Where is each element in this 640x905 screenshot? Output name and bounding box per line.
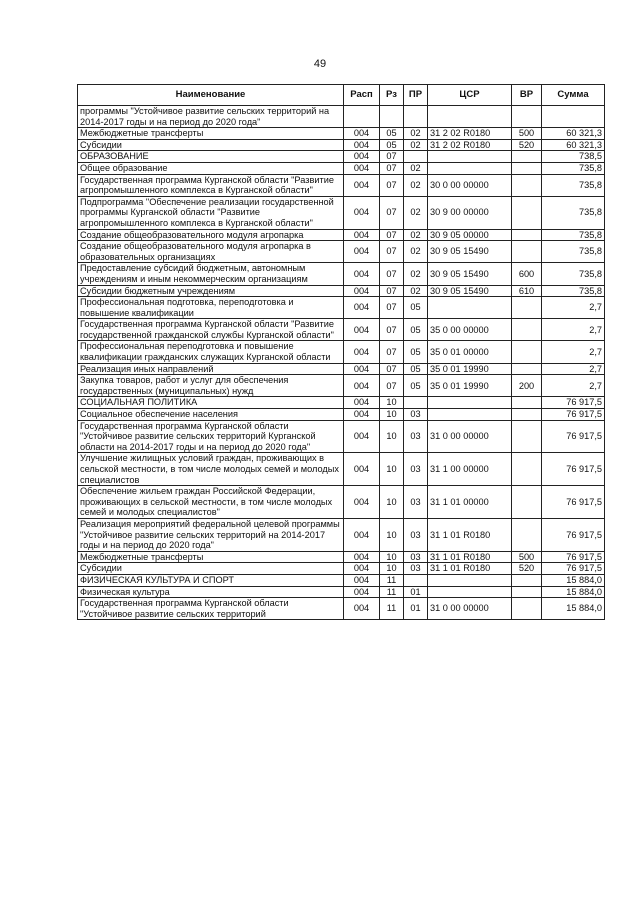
cell-pr: 05 [404, 341, 428, 363]
table-row [78, 162, 605, 174]
cell-rasp: 004 [344, 409, 380, 421]
cell-name: Реализация иных направлений [78, 363, 344, 375]
cell-csr: 35 0 01 19990 [428, 363, 512, 375]
cell-csr: 30 9 05 15490 [428, 241, 512, 263]
cell-pr: 03 [404, 409, 428, 421]
cell-rz: 05 [380, 139, 404, 151]
cell-csr [428, 162, 512, 174]
cell-name: Улучшение жилищных условий граждан, проживающих в сельской местности, в том числе молодых семей и молодых специалистов [78, 453, 344, 486]
cell-vr [512, 598, 542, 620]
cell-rz: 10 [380, 486, 404, 519]
cell-rasp: 004 [344, 128, 380, 140]
table-row [78, 598, 605, 620]
cell-rasp: 004 [344, 518, 380, 551]
cell-csr [428, 409, 512, 421]
cell-sum: 2,7 [542, 297, 605, 319]
header-rasp: Расп [344, 85, 380, 106]
cell-vr: 520 [512, 139, 542, 151]
cell-pr: 03 [404, 563, 428, 575]
cell-vr [512, 162, 542, 174]
cell-csr: 35 0 00 00000 [428, 319, 512, 341]
table-row [78, 297, 605, 319]
cell-sum: 15 884,0 [542, 598, 605, 620]
cell-pr: 02 [404, 128, 428, 140]
cell-rasp: 004 [344, 285, 380, 297]
cell-rz: 07 [380, 285, 404, 297]
cell-rz: 10 [380, 563, 404, 575]
cell-sum [542, 106, 605, 128]
cell-rasp: 004 [344, 598, 380, 620]
cell-rasp: 004 [344, 162, 380, 174]
table-row [78, 363, 605, 375]
cell-vr [512, 518, 542, 551]
cell-pr: 02 [404, 162, 428, 174]
header-name: Наименование [78, 85, 344, 106]
cell-pr: 03 [404, 420, 428, 453]
cell-vr [512, 397, 542, 409]
cell-csr [428, 106, 512, 128]
cell-rasp: 004 [344, 397, 380, 409]
cell-csr: 35 0 01 00000 [428, 341, 512, 363]
cell-rasp: 004 [344, 319, 380, 341]
table-row [78, 551, 605, 563]
cell-vr [512, 241, 542, 263]
cell-name: Создание общеобразовательного модуля агропарка [78, 229, 344, 241]
cell-sum: 60 321,3 [542, 128, 605, 140]
table-row [78, 151, 605, 163]
cell-rasp: 004 [344, 263, 380, 285]
cell-rasp: 004 [344, 563, 380, 575]
cell-vr [512, 319, 542, 341]
cell-csr [428, 574, 512, 586]
cell-name: Социальное обеспечение населения [78, 409, 344, 421]
cell-rz: 07 [380, 297, 404, 319]
cell-pr: 05 [404, 375, 428, 397]
cell-sum: 76 917,5 [542, 486, 605, 519]
cell-rasp: 004 [344, 453, 380, 486]
table-row [78, 453, 605, 486]
cell-sum: 735,8 [542, 229, 605, 241]
cell-name: Общее образование [78, 162, 344, 174]
cell-csr: 31 1 01 R0180 [428, 551, 512, 563]
cell-pr: 05 [404, 363, 428, 375]
cell-rz: 07 [380, 319, 404, 341]
cell-rz: 07 [380, 241, 404, 263]
table-row [78, 397, 605, 409]
cell-csr [428, 397, 512, 409]
cell-pr [404, 151, 428, 163]
cell-rasp [344, 106, 380, 128]
table-header-row [78, 85, 605, 106]
cell-name: Предоставление субсидий бюджетным, автономным учреждениям и иным некоммерческим организациям [78, 263, 344, 285]
table-row [78, 263, 605, 285]
cell-sum: 2,7 [542, 375, 605, 397]
cell-pr: 03 [404, 453, 428, 486]
cell-sum: 15 884,0 [542, 586, 605, 598]
cell-rz: 11 [380, 574, 404, 586]
cell-sum: 76 917,5 [542, 397, 605, 409]
header-vr: ВР [512, 85, 542, 106]
cell-rasp: 004 [344, 551, 380, 563]
cell-csr: 31 0 00 00000 [428, 598, 512, 620]
cell-rz: 11 [380, 586, 404, 598]
cell-rz: 07 [380, 151, 404, 163]
cell-sum: 735,8 [542, 196, 605, 229]
table-row [78, 241, 605, 263]
cell-rasp: 004 [344, 229, 380, 241]
table-row [78, 341, 605, 363]
cell-csr: 30 9 00 00000 [428, 196, 512, 229]
cell-sum: 76 917,5 [542, 551, 605, 563]
table-row [78, 574, 605, 586]
cell-vr [512, 486, 542, 519]
cell-rasp: 004 [344, 341, 380, 363]
cell-vr [512, 363, 542, 375]
cell-pr: 02 [404, 174, 428, 196]
cell-rz: 07 [380, 263, 404, 285]
cell-rz: 07 [380, 375, 404, 397]
cell-rz: 11 [380, 598, 404, 620]
table-row [78, 486, 605, 519]
cell-csr [428, 151, 512, 163]
cell-rz [380, 106, 404, 128]
header-pr: ПР [404, 85, 428, 106]
table-row [78, 375, 605, 397]
cell-pr: 03 [404, 518, 428, 551]
cell-rz: 10 [380, 453, 404, 486]
cell-name: Субсидии [78, 139, 344, 151]
cell-rz: 10 [380, 551, 404, 563]
cell-csr: 31 0 00 00000 [428, 420, 512, 453]
cell-rasp: 004 [344, 196, 380, 229]
cell-vr: 500 [512, 551, 542, 563]
cell-pr: 02 [404, 196, 428, 229]
cell-pr: 03 [404, 486, 428, 519]
table-row [78, 106, 605, 128]
header-csr: ЦСР [428, 85, 512, 106]
header-sum: Сумма [542, 85, 605, 106]
cell-name: Реализация мероприятий федеральной целевой программы "Устойчивое развитие сельских территорий на 2014-2017 годы и на период до 2020 года" [78, 518, 344, 551]
cell-name: Профессиональная переподготовка и повышение квалификации гражданских служащих Курганской области [78, 341, 344, 363]
table-row [78, 586, 605, 598]
cell-vr [512, 297, 542, 319]
table-row [78, 319, 605, 341]
cell-sum: 735,8 [542, 263, 605, 285]
cell-pr [404, 397, 428, 409]
cell-name: ОБРАЗОВАНИЕ [78, 151, 344, 163]
cell-csr: 31 2 02 R0180 [428, 128, 512, 140]
cell-sum: 76 917,5 [542, 563, 605, 575]
cell-csr: 31 1 01 R0180 [428, 518, 512, 551]
cell-name: Государственная программа Курганской области "Устойчивое развитие сельских территорий [78, 598, 344, 620]
cell-sum: 735,8 [542, 162, 605, 174]
cell-rasp: 004 [344, 363, 380, 375]
cell-sum: 735,8 [542, 241, 605, 263]
cell-csr: 35 0 01 19990 [428, 375, 512, 397]
cell-sum: 15 884,0 [542, 574, 605, 586]
cell-sum: 738,5 [542, 151, 605, 163]
cell-csr: 31 1 01 R0180 [428, 563, 512, 575]
cell-pr [404, 106, 428, 128]
cell-vr [512, 409, 542, 421]
cell-pr: 01 [404, 598, 428, 620]
cell-vr [512, 420, 542, 453]
table-row [78, 409, 605, 421]
cell-rz: 07 [380, 363, 404, 375]
table-row [78, 139, 605, 151]
cell-csr: 31 1 00 00000 [428, 453, 512, 486]
cell-csr: 30 9 05 15490 [428, 263, 512, 285]
cell-vr: 600 [512, 263, 542, 285]
cell-sum: 76 917,5 [542, 453, 605, 486]
cell-vr: 520 [512, 563, 542, 575]
cell-rz: 07 [380, 229, 404, 241]
cell-name: Субсидии [78, 563, 344, 575]
table-row [78, 229, 605, 241]
cell-vr [512, 341, 542, 363]
cell-rz: 10 [380, 409, 404, 421]
cell-rasp: 004 [344, 420, 380, 453]
cell-csr [428, 586, 512, 598]
cell-pr: 05 [404, 297, 428, 319]
cell-name: Создание общеобразовательного модуля агропарка в образовательных организациях [78, 241, 344, 263]
cell-name: Субсидии бюджетным учреждениям [78, 285, 344, 297]
cell-sum: 2,7 [542, 363, 605, 375]
cell-sum: 60 321,3 [542, 139, 605, 151]
cell-vr [512, 574, 542, 586]
cell-sum: 735,8 [542, 285, 605, 297]
cell-vr: 610 [512, 285, 542, 297]
cell-pr: 01 [404, 586, 428, 598]
cell-name: Государственная программа Курганской области "Развитие агропромышленного комплекса в Курганской области" [78, 174, 344, 196]
cell-pr: 02 [404, 229, 428, 241]
cell-csr: 31 1 01 00000 [428, 486, 512, 519]
cell-name: СОЦИАЛЬНАЯ ПОЛИТИКА [78, 397, 344, 409]
cell-pr: 05 [404, 319, 428, 341]
cell-csr: 30 0 00 00000 [428, 174, 512, 196]
cell-sum: 735,8 [542, 174, 605, 196]
cell-name: Государственная программа Курганской области "Развитие государственной гражданской службы Курганской области" [78, 319, 344, 341]
table-row [78, 174, 605, 196]
cell-rz: 07 [380, 174, 404, 196]
cell-name: ФИЗИЧЕСКАЯ КУЛЬТУРА И СПОРТ [78, 574, 344, 586]
cell-rasp: 004 [344, 151, 380, 163]
table-row [78, 420, 605, 453]
page-number: 49 [313, 58, 327, 70]
table-row [78, 563, 605, 575]
cell-sum: 76 917,5 [542, 420, 605, 453]
cell-pr: 02 [404, 139, 428, 151]
cell-rasp: 004 [344, 241, 380, 263]
cell-rz: 07 [380, 341, 404, 363]
cell-csr [428, 297, 512, 319]
cell-rasp: 004 [344, 297, 380, 319]
cell-csr: 30 9 05 00000 [428, 229, 512, 241]
cell-sum: 2,7 [542, 319, 605, 341]
cell-pr: 02 [404, 285, 428, 297]
cell-rz: 05 [380, 128, 404, 140]
cell-name: Государственная программа Курганской области "Устойчивое развитие сельских территорий Курганской области на 2014-2017 годы и на период до 2020 года" [78, 420, 344, 453]
cell-name: Физическая культура [78, 586, 344, 598]
table-row [78, 128, 605, 140]
cell-pr [404, 574, 428, 586]
cell-rz: 10 [380, 420, 404, 453]
cell-vr: 500 [512, 128, 542, 140]
cell-name: Межбюджетные трансферты [78, 128, 344, 140]
cell-rasp: 004 [344, 375, 380, 397]
cell-name: Закупка товаров, работ и услуг для обеспечения государственных (муниципальных) нужд [78, 375, 344, 397]
cell-rz: 10 [380, 518, 404, 551]
cell-vr: 200 [512, 375, 542, 397]
cell-pr: 03 [404, 551, 428, 563]
cell-csr: 31 2 02 R0180 [428, 139, 512, 151]
table-row [78, 285, 605, 297]
cell-sum: 76 917,5 [542, 409, 605, 421]
cell-rz: 07 [380, 196, 404, 229]
cell-rz: 07 [380, 162, 404, 174]
table-row [78, 518, 605, 551]
cell-sum: 76 917,5 [542, 518, 605, 551]
cell-vr [512, 229, 542, 241]
budget-table [77, 84, 605, 620]
cell-rasp: 004 [344, 586, 380, 598]
cell-vr [512, 151, 542, 163]
cell-csr: 30 9 05 15490 [428, 285, 512, 297]
cell-name: Профессиональная подготовка, переподготовка и повышение квалификации [78, 297, 344, 319]
cell-name: Подпрограмма "Обеспечение реализации государственной программы Курганской области "Развитие агропромышленного комплекса в Курганской области" [78, 196, 344, 229]
cell-vr [512, 196, 542, 229]
cell-name: Обеспечение жильем граждан Российской Федерации, проживающих в сельской местности, в том числе молодых семей и молодых специалистов" [78, 486, 344, 519]
cell-name: программы "Устойчивое развитие сельских территорий на 2014-2017 годы и на период до 2020 года" [78, 106, 344, 128]
cell-rz: 10 [380, 397, 404, 409]
cell-rasp: 004 [344, 486, 380, 519]
cell-vr [512, 586, 542, 598]
cell-sum: 2,7 [542, 341, 605, 363]
cell-rasp: 004 [344, 574, 380, 586]
cell-vr [512, 106, 542, 128]
cell-pr: 02 [404, 241, 428, 263]
header-rz: Рз [380, 85, 404, 106]
cell-name: Межбюджетные трансферты [78, 551, 344, 563]
cell-vr [512, 174, 542, 196]
cell-rasp: 004 [344, 139, 380, 151]
table-row [78, 196, 605, 229]
cell-rasp: 004 [344, 174, 380, 196]
cell-vr [512, 453, 542, 486]
cell-pr: 02 [404, 263, 428, 285]
